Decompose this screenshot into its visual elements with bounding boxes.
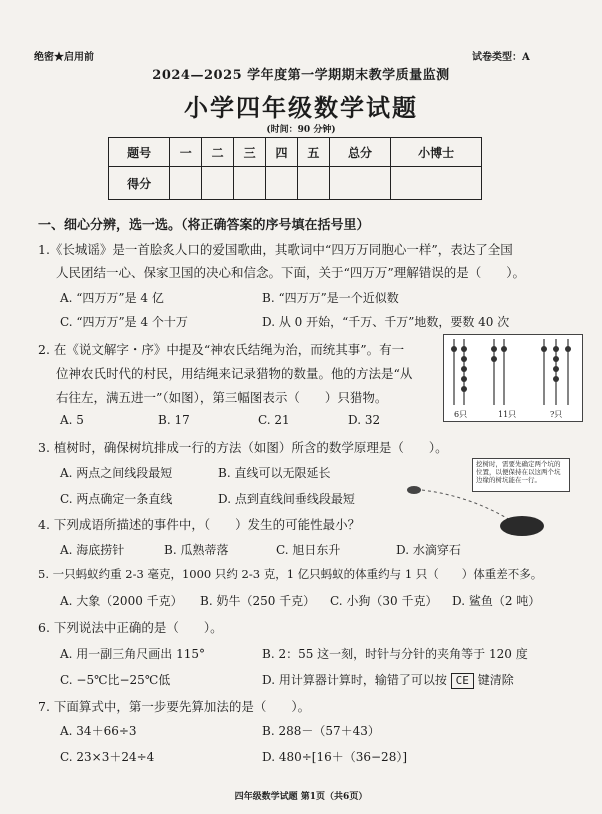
confidential-label: 绝密★启用前: [34, 52, 94, 63]
q4-option-c: C. 旭日东升: [276, 543, 341, 557]
q7-line1: 7. 下面算式中，第一步要先算加法的是（ ）。: [38, 699, 311, 714]
score-cell: 小博士: [391, 138, 482, 167]
q1-option-b: B. “四万万”是一个近似数: [262, 291, 399, 305]
q4-option-d: D. 水滴穿石: [396, 543, 461, 557]
q5-option-d: D. 鲨鱼（2 吨）: [452, 594, 541, 608]
q7-option-b: B. 288－（57＋43）: [262, 724, 380, 738]
score-cell: 五: [297, 138, 329, 167]
q3-line1: 3. 植树时，确保树坑排成一行的方法（如图）所含的数学原理是（ ）。: [38, 440, 448, 455]
paper-type-label: 试卷类型：A: [472, 52, 530, 63]
q4-line1: 4. 下列成语所描述的事件中，（ ）发生的可能性最小？: [38, 517, 361, 532]
score-row-label: 得分: [109, 167, 170, 200]
exam-subtitle: 2024—2025 学年度第一学期期末教学质量监测: [152, 68, 450, 83]
q6-line1: 6. 下列说法中正确的是（ ）。: [38, 620, 223, 635]
exam-title: 小学四年级数学试题: [184, 93, 418, 122]
q3-option-d: D. 点到直线间垂线段最短: [218, 492, 355, 506]
q5-line1: 5. 一只蚂蚁约重 2-3 毫克，1000 只约 2-3 克，1 亿只蚂蚁的体重约与 1 只（ ）体重差不多。: [38, 567, 543, 581]
q6-option-b: B. 2：55 这一刻，时针与分针的夹角等于 120 度: [262, 647, 528, 661]
score-cell: 一: [170, 138, 202, 167]
q2-option-d: D. 32: [348, 413, 381, 427]
q6-option-d-suffix: 键清除: [477, 673, 514, 687]
q5-option-b: B. 奶牛（250 千克）: [200, 594, 316, 608]
tree-planting-figure: [400, 476, 550, 546]
q4-option-b: B. 瓜熟蒂落: [164, 543, 229, 557]
q1-option-a: A. “四万万”是 4 亿: [60, 291, 164, 305]
score-input-cell[interactable]: [170, 167, 202, 200]
q2-option-c: C. 21: [258, 413, 290, 427]
q6-option-c: C. −5℃比−25℃低: [60, 673, 171, 687]
score-cell: 四: [266, 138, 298, 167]
score-table-score-row: [109, 167, 482, 200]
q7-option-a: A. 34＋66÷3: [60, 724, 137, 738]
score-cell: 题号: [109, 138, 170, 167]
score-input-cell[interactable]: [234, 167, 266, 200]
score-cell: 总分: [329, 138, 390, 167]
q2-line3: 右往左，满五进一”（如图），第三幅图表示（ ）只猎物。: [56, 390, 388, 405]
page-footer: 四年级数学试题 第1页（共6页）: [234, 792, 368, 802]
q6-option-a: A. 用一副三角尺画出 115°: [60, 647, 206, 661]
q3-option-a: A. 两点之间线段最短: [60, 466, 173, 480]
score-table-header-row: [109, 138, 482, 167]
q7-option-c: C. 23×3＋24÷4: [60, 750, 155, 764]
figure-label-3: ?只: [550, 410, 563, 419]
q3-option-c: C. 两点确定一条直线: [60, 492, 173, 506]
q1-option-d: D. 从 0 开始，“千万、千万”地数，要数 40 次: [262, 315, 510, 329]
ce-key-icon: CE: [451, 673, 474, 689]
q3-option-b: B. 直线可以无限延长: [218, 466, 331, 480]
score-cell: 三: [234, 138, 266, 167]
q5-option-a: A. 大象（2000 千克）: [60, 594, 183, 608]
q1-line1: 1.《长城谣》是一首脍炙人口的爱国歌曲，其歌词中“四万万同胞心一样”，表达了全国: [38, 242, 513, 257]
score-cell: 二: [202, 138, 234, 167]
score-input-cell[interactable]: [266, 167, 298, 200]
q2-line2: 位神农氏时代的村民，用结绳来记录猎物的数量。他的方法是“从: [56, 366, 413, 381]
figure-label-1: 6只: [454, 410, 468, 419]
q2-option-a: A. 5: [60, 413, 84, 427]
score-input-cell[interactable]: [329, 167, 390, 200]
score-table: [108, 137, 482, 200]
figure-label-2: 11只: [498, 410, 517, 419]
q2-option-b: B. 17: [158, 413, 190, 427]
section-1-heading: 一、细心分辨，选一选。（将正确答案的序号填在括号里）: [38, 218, 370, 233]
q4-option-a: A. 海底捞针: [60, 543, 125, 557]
q6-option-d-text: D. 用计算器计算时，输错了可以按: [262, 673, 447, 687]
tree-planting-note: 挖树时，需要先确定两个坑的位置，以便保持在以这两个坑边缘的树坑能在一行。: [472, 458, 570, 492]
time-limit: (时间：90 分钟): [266, 125, 336, 135]
q1-option-c: C. “四万万”是 4 个十万: [60, 315, 188, 329]
q7-option-d: D. 480÷[16＋（36−28）]: [262, 750, 408, 764]
score-input-cell[interactable]: [297, 167, 329, 200]
q1-line2: 人民团结一心、保家卫国的决心和信念。下面，关于“四万万”理解错误的是（ ）。: [56, 265, 526, 280]
score-input-cell[interactable]: [202, 167, 234, 200]
score-input-cell[interactable]: [391, 167, 482, 200]
q2-line1: 2. 在《说文解字・序》中提及“神农氏结绳为治，而统其事”。有一: [38, 342, 405, 357]
q5-option-c: C. 小狗（30 千克）: [330, 594, 438, 608]
knot-rope-figure: [443, 334, 583, 422]
q6-option-d: [262, 671, 514, 689]
